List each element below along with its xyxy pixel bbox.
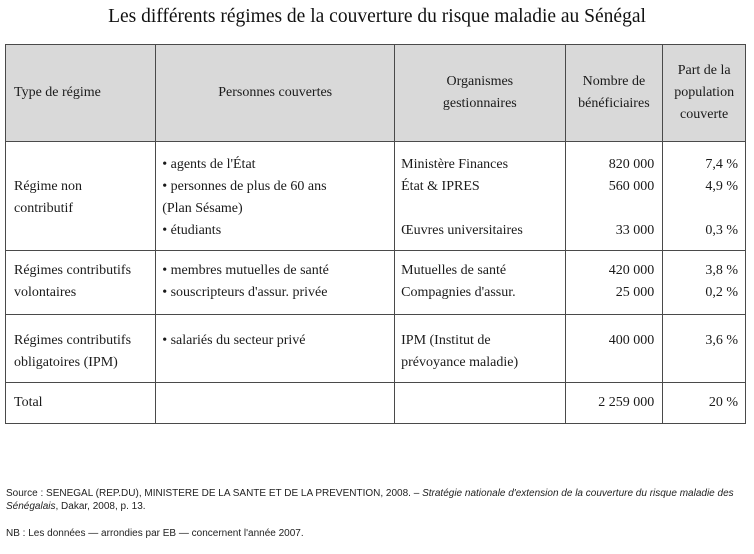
row-orgs: IPM (Institut de prévoyance maladie)	[395, 315, 565, 383]
total-row	[6, 383, 746, 424]
row-orgs: Ministère Finances État & IPRES Œuvres universitaires	[395, 142, 565, 251]
total-orgs-empty	[395, 383, 565, 424]
table-row	[6, 142, 746, 251]
table-row	[6, 251, 746, 315]
header-share: Part de la population couverte	[663, 45, 746, 142]
row-share: 3,8 % 0,2 %	[663, 251, 746, 315]
header-row	[6, 45, 746, 142]
header-persons: Personnes couvertes	[156, 45, 395, 142]
row-share: 7,4 % 4,9 % 0,3 %	[663, 142, 746, 251]
total-label: Total	[6, 383, 156, 424]
source-note: Source : SENEGAL (REP.DU), MINISTERE DE LA SANTE ET DE LA PREVENTION, 2008. – Stratégie nationale d'extension de la couverture du risque maladie des Sénégalais, Dakar, 2008, p. 13.	[6, 488, 734, 512]
row-type: Régimes contributifs volontaires	[6, 251, 156, 315]
table-row	[6, 315, 746, 383]
row-orgs: Mutuelles de santé Compagnies d'assur.	[395, 251, 565, 315]
source-title: Stratégie nationale d'extension de la couverture du risque maladie des Sénégalais	[6, 488, 734, 512]
header-type: Type de régime	[6, 45, 156, 142]
row-persons: • membres mutuelles de santé • souscripteurs d'assur. privée	[156, 251, 395, 315]
nb-note: NB : Les données — arrondies par EB — concernent l'année 2007.	[6, 528, 304, 539]
row-persons: • salariés du secteur privé	[156, 315, 395, 383]
row-type: Régime non contributif	[6, 142, 156, 251]
header-orgs: Organismes gestionnaires	[395, 45, 565, 142]
row-beneficiaries: 420 000 25 000	[565, 251, 663, 315]
row-persons: • agents de l'État • personnes de plus de 60 ans (Plan Sésame) • étudiants	[156, 142, 395, 251]
total-share: 20 %	[663, 383, 746, 424]
total-beneficiaries: 2 259 000	[565, 383, 663, 424]
header-beneficiaries: Nombre de bénéficiaires	[565, 45, 663, 142]
table-title: Les différents régimes de la couverture du risque maladie au Sénégal	[108, 6, 646, 27]
coverage-table	[5, 44, 746, 424]
row-type: Régimes contributifs obligatoires (IPM)	[6, 315, 156, 383]
row-beneficiaries: 400 000	[565, 315, 663, 383]
row-beneficiaries: 820 000 560 000 33 000	[565, 142, 663, 251]
row-share: 3,6 %	[663, 315, 746, 383]
total-persons-empty	[156, 383, 395, 424]
